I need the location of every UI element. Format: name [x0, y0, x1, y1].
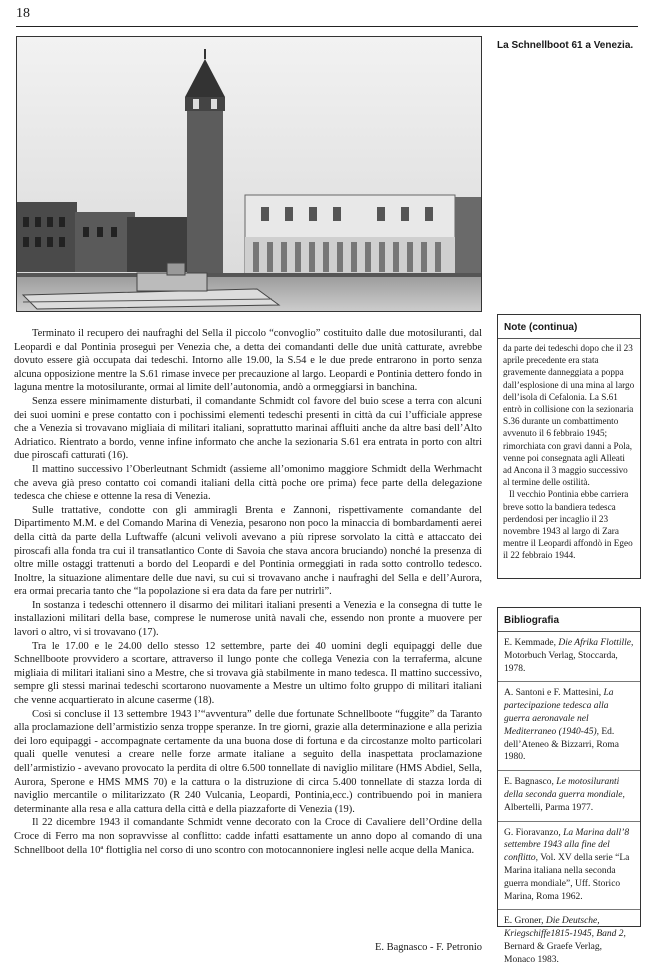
notes-text [498, 339, 640, 565]
entry-author: G. Fioravanzo, [504, 827, 561, 838]
entry-title: Die Afrika Flottille, [558, 638, 634, 648]
notes-box [497, 314, 641, 579]
bibliography-entry [498, 632, 640, 682]
entry-author: E. Bagnasco, [504, 777, 554, 788]
entry-author: A. Santoni e F. Mattesini, [504, 688, 602, 699]
entry-author: E. Kemmade, [504, 638, 556, 648]
note-paragraph: Il vecchio Pontinia ebbe carriera breve sotto la bandiera tedesca perdendosi per incaglio il 23 novembre 1943 al largo di Zara mentre il Leopardi affondò in Egeo il 22 febbraio 1944. [503, 489, 633, 561]
article-paragraph: Sulle trattative, condotte con gli ammiragli Brenta e Zannoni, rispettivamente comandante del Dipartimento M.M. e del Comando Marina di Venezia, pesarono non poco la minaccia di bombardamenti aerei della città da parte della Luftwaffe (alcuni velivoli avevano a più riprese sorvolato la città e attaccato dei piroscafi alla fonda tra cui il transatlantico Conte di Savoia che stava ancora bruciando) nonché la presenza di oltre mille ostaggi trattenuti a bordo del Leopardi e del Pontinia ormeggiati in rada sotto controllo tedesco. Inoltre, la situazione alimentare delle due navi, su cui si trovavano anche i naufraghi del Sella e dell’Aurora, era ormai precaria tanto che “la popolazione si era data da fare per nutrirli”. [14, 504, 482, 598]
entry-title: Le motosiluranti della seconda guerra mondiale, [504, 777, 625, 800]
entry-details: Ed. dell’Ateneo & Bizzarri, Roma 1980. [504, 726, 620, 763]
article-paragraph: Terminato il recupero dei naufraghi del Sella il piccolo “convoglio” costituito dalle due motosiluranti, dal Leopardi e dal Pontinia proseguì per Venezia che, a detta dei comandanti delle due unità catturate, avrebbe dovuto essere già occupata dai tedeschi. Intorno alle 19.00, la S.54 e le due prede entrarono in porto senza alcuna opposizione mentre la S.61 rimase invece per precauzione al largo. Leopardi e Pontinia dettero fondo in laguna mentre la motosilurante, ormai al limite dell’autonomia, andò a ormeggiarsi in banchina. [14, 328, 482, 394]
photo-venice-schnellboot [16, 36, 482, 312]
bibliography-box [497, 607, 641, 965]
bibliography-entry [498, 910, 640, 972]
entry-author: E. Groner, [504, 916, 544, 927]
article-paragraph: Il 22 dicembre 1943 il comandante Schmidt venne decorato con la Croce di Cavaliere dell’Ordine della Croce di Ferro ma non sopravvisse al conflitto: cadde infatti esattamente un anno dopo al comando di una Schnellboot della 10ª flottiglia nel corso di uno scontro con motocannoniere inglesi nelle acque della Manica. [14, 817, 482, 856]
photo-caption: La Schnellboot 61 a Venezia. [497, 40, 634, 51]
article-paragraph: Tra le 17.00 e le 24.00 dello stesso 12 settembre, parte dei 40 uomini degli equipaggi delle due Schnellboote provvidero a scortare, attraverso il lungo ponte che collega Venezia con la terraferma, alcune migliaia di militari italiani sino a Mestre, che si trovava già stabilmente in mano tedesca. Il mattino successivo, sempre gli stessi marinai tedeschi scortarono nuovamente a Mestre un ultimo folto gruppo di militari italiani che venne acquartierato in alcune caserme (18). [14, 640, 482, 707]
entry-details: Motorbuch Verlag, Stoccarda, 1978. [504, 650, 618, 674]
article-body [14, 327, 482, 857]
author-signature: E. Bagnasco - F. Petronio [374, 942, 482, 953]
entry-title: Die Deutsche, Kriegschiffe1815-1945, Band 2, [504, 916, 626, 940]
bibliography-entry [498, 771, 640, 821]
photo-illustration [17, 37, 482, 312]
bibliography-title: Bibliografia [498, 608, 640, 632]
article-paragraph: Senza essere minimamente disturbati, il comandante Schmidt col favore del buio scese a terra con alcuni dei suoi uomini e prese contatto con i pochissimi elementi tedeschi presenti in città da cui l’ufficiale apprese che a Venezia si trovavano migliaia di militari italiani, soprattutto marinai affluiti anche da altre basi dell’Alto Adriatico. Rientrato a bordo, venne infine informato che anche la sezionaria S.61 era entrata in porto con altri due piroscafi catturati (16). [14, 395, 482, 462]
article-paragraph: In sostanza i tedeschi ottennero il disarmo dei militari italiani presenti a Venezia e la consegna di tutte le installazioni militari della base, comprese le numerose unità navali che, essendo non pronte a muovere per lavori o altro, vi si trovavano (17). [14, 599, 482, 639]
note-paragraph: da parte dei tedeschi dopo che il 23 aprile precedente era stata gravemente danneggiata a poppa dall’esplosione di una mina al largo dell’isola di Cefalonia. La S.61 entrò in collisione con la sezionaria S.36 durante un combattimento avvenuto il 6 febbraio 1945; rimorchiata con gravi danni a Pola, venne poi consegnata agli Alleati ad Ancona il 3 maggio successivo al termine delle ostilità. [503, 343, 635, 488]
bibliography-entry [498, 682, 640, 771]
entry-details: Albertelli, Parma 1977. [504, 802, 594, 813]
article-paragraph: Così si concluse il 13 settembre 1943 l’“avventura” delle due fortunate Schnellboote “fuggite” da Taranto alla proclamazione dell’armistizio senza troppe speranze. In tre giorni, grazie alla determinazione e alla perizia dei loro equipaggi - accompagnate certamente da una buona dose di fortuna e da circostanze molto particolari quali quelle venutesi a creare nelle forze armate italiane a seguito della inaspettata proclamazione dell’armistizio - avevano provocato la perdita di oltre 6.500 tonnellate di naviglio militare (HMS Abdiel, Sella, Aurora, Sperone e HMS MMS 70) e la cattura o la distruzione di circa 5.400 tonnellate di stazza lorda di naviglio mercantile o militarizzato (R 240 Vulcania, Leopardi, Pontinia,ecc.) contribuendo poi in maniera determinante alla resa e alla cattura della città e della piazzaforte di Venezia (19). [14, 708, 482, 815]
entry-title: La partecipazione tedesca alla guerra aeronavale nel Mediterraneo (1940-45), [504, 688, 614, 737]
header-rule [16, 26, 638, 27]
entry-details: Bernard & Graefe Verlag, Monaco 1983. [504, 941, 602, 965]
article-paragraph: Il mattino successivo l’Oberleutnant Schmidt (assieme all’omonimo maggiore Schmidt della Werhmacht che aveva già preso contatto coi comandi italiani della città poche ore prima) fece parte della delegazione tedesca che chiese e ottenne la resa di Venezia. [14, 463, 482, 503]
bibliography-entry [498, 822, 640, 911]
notes-title: Note (continua) [498, 315, 640, 339]
entry-title: La Marina dall’8 settembre 1943 alla fine del conflitto, [504, 827, 630, 864]
entry-details: Vol. XV della serie “La Marina italiana nella seconda guerra mondiale”, Uff. Storico Marina, Roma 1962. [504, 853, 630, 902]
page-number: 18 [16, 6, 30, 21]
